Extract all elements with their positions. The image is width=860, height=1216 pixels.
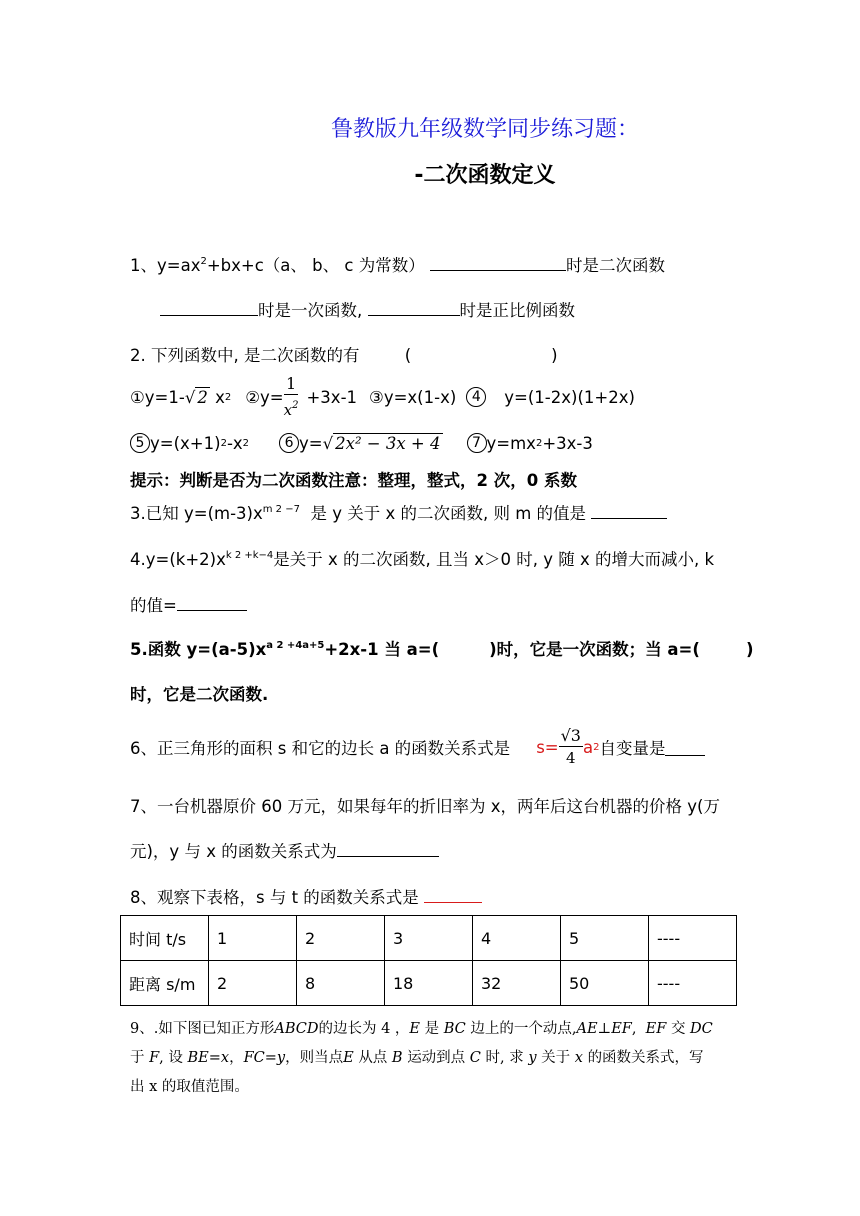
table-cell: ---- <box>649 961 737 1006</box>
q1-sup: 2 <box>200 256 207 267</box>
q2-stem-text: 2. 下列函数中, 是二次函数的有 <box>130 346 360 365</box>
question-4-line-1: $4.y=(k+2)x^{k 2 +k-4}$是关于 x 的二次函数, 且当 x＞0 时, y 随 x 的增大而减小, k <box>130 550 715 569</box>
table-cell: 4 <box>473 916 561 961</box>
q2-option-2: ②y= <box>245 387 284 407</box>
table-cell: 8 <box>297 961 385 1006</box>
q2-option-1: ①y=1- <box>130 387 185 407</box>
sqrt-symbol: √ 2x² − 3x + 4 <box>322 433 441 453</box>
q4-blank[interactable] <box>177 594 247 612</box>
circled-number-7: 7 <box>467 433 487 453</box>
page-subtitle: -二次函数定义 <box>414 163 556 188</box>
table-cell: 1 <box>209 916 297 961</box>
circled-number-5: 5 <box>130 433 150 453</box>
q8-blank[interactable] <box>424 886 482 904</box>
page-title: 鲁教版九年级数学同步练习题： <box>330 117 639 142</box>
question-5-line-2: 时，它是二次函数. <box>130 685 269 704</box>
question-8: 8、观察下表格，s 与 t 的函数关系式是 <box>130 884 482 908</box>
circled-number-6: 6 <box>279 433 299 453</box>
data-table <box>120 915 737 1006</box>
q1-text: 1、y=ax <box>130 256 201 275</box>
question-5-line-1: 5.函数 $y=(a-5)x^{a 2 +4a+5}+2x-1$ 当 a=( )时，它是一次函数；当 a=( ) <box>130 640 754 659</box>
q1-text-after-3: 时是正比例函数 <box>459 301 575 320</box>
q1-blank-1[interactable] <box>430 254 566 272</box>
q2-option-7: y=mx <box>486 433 536 453</box>
table-row <box>121 961 737 1006</box>
table-cell: 32 <box>473 961 561 1006</box>
table-cell: 距离 s/m <box>121 961 209 1006</box>
q2-paren-close: ) <box>551 346 558 365</box>
question-2-stem <box>130 342 558 366</box>
table-cell: 3 <box>385 916 473 961</box>
table-cell: ---- <box>649 916 737 961</box>
question-1-line-1 <box>130 252 665 276</box>
question-9-line-1: 9、.如下图已知正方形ABCD的边长为 4 ，E 是 BC 边上的一个动点,AE⊥EF, EF 交 DC <box>130 1021 713 1037</box>
q2-option-5: y=(x+1) <box>150 433 221 453</box>
q1-text-after-2: 时是一次函数, <box>258 301 363 320</box>
question-2-options-row-2: 5 y=(x+1) 2 -x 2 6 y= √ 2x² − 3x + 4 7 y=mx 2 +3x-3 <box>130 428 593 458</box>
q3-blank[interactable] <box>591 502 667 520</box>
hint-text: 提示：判断是否为二次函数注意：整理，整式，2 次，0 系数 <box>130 471 577 490</box>
q2-option-4: y=(1-2x)(1+2x) <box>504 387 635 407</box>
table-cell: 50 <box>561 961 649 1006</box>
question-1-line-2 <box>160 297 575 321</box>
question-6: 6、正三角形的面积 s 和它的边长 a 的函数关系式是 s= $\frac{√3}{4}$ a 2 自变量是 <box>130 722 705 772</box>
question-9-line-2: 于 F, 设 BE=x，FC=y，则当点E 从点 B 运动到点 C 时, 求 y 关于 x 的函数关系式，写 <box>130 1050 704 1066</box>
q6-formula-s: s= <box>536 737 559 757</box>
q1-text-after-1: 时是二次函数 <box>565 256 665 275</box>
q6-blank[interactable] <box>665 738 705 756</box>
question-2-options-row-1: ①y=1- √ 2 x 2 ②y= $\frac{1}{x^2}$ +3x-1 ③y=x(1-x) 4 y=(1-2x)(1+2x) <box>130 373 635 419</box>
table-cell: 18 <box>385 961 473 1006</box>
question-4-line-2: 的值= <box>130 592 247 616</box>
q7-blank[interactable] <box>337 840 439 858</box>
q2-paren-open: ( <box>404 346 412 365</box>
question-3: 3.已知 $y=(m-3)x^{m 2 -7}$ 是 y 关于 x 的二次函数, 则 m 的值是 <box>130 500 667 524</box>
q2-option-6: y= <box>299 433 323 453</box>
q1-text-mid: +bx+c（a、 b、 c 为常数） <box>206 256 425 275</box>
question-9-line-3: 出 x 的取值范围。 <box>130 1079 249 1095</box>
question-7-line-1: 7、一台机器原价 60 万元，如果每年的折旧率为 x，两年后这台机器的价格 y(万 <box>130 797 720 816</box>
fraction: $\frac{√3}{4}$ <box>560 725 581 767</box>
table-row <box>121 916 737 961</box>
table-cell: 2 <box>297 916 385 961</box>
q1-blank-2[interactable] <box>160 299 258 317</box>
question-7-line-2: 元)，y 与 x 的函数关系式为 <box>130 838 439 862</box>
table-cell: 时间 t/s <box>121 916 209 961</box>
q2-option-3: ③y=x(1-x) <box>369 387 457 407</box>
q1-blank-3[interactable] <box>368 299 460 317</box>
table-cell: 2 <box>209 961 297 1006</box>
sqrt-symbol: √ 2 <box>184 387 208 407</box>
table-cell: 5 <box>561 916 649 961</box>
fraction: $\frac{1}{x^2}$ <box>283 373 299 419</box>
circled-number-4: 4 <box>466 387 486 407</box>
